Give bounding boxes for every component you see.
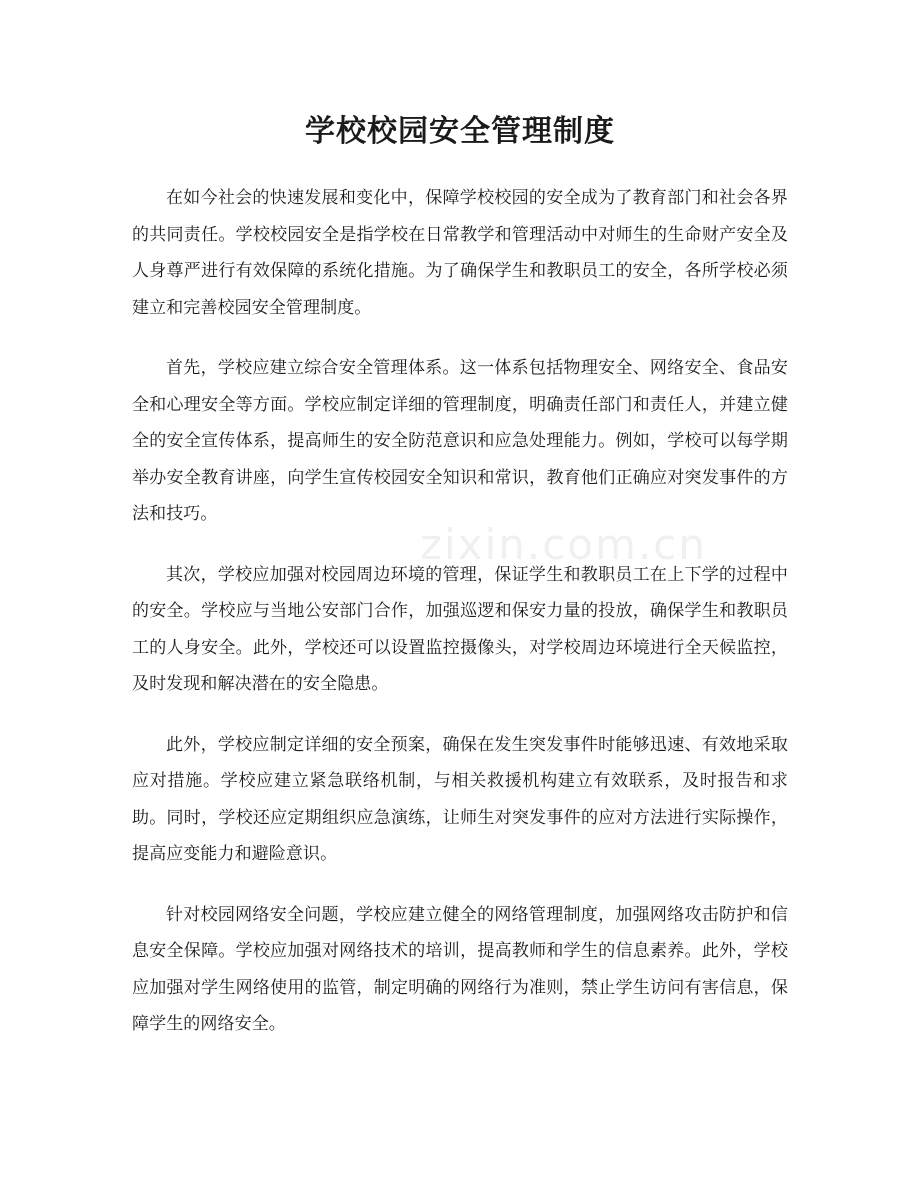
watermark: zixin.com.cn bbox=[420, 520, 707, 569]
paragraph-2: 首先，学校应建立综合安全管理体系。这一体系包括物理安全、网络安全、食品安全和心理安全等方面。学校应制定详细的管理制度，明确责任部门和责任人，并建立健全的安全宣传体系，提高师生的安全防范意识和应急处理能力。例如，学校可以每学期举办安全教育讲座，向学生宣传校园安全知识和常识，教育他们正确应对突发事件的方法和技巧。 bbox=[132, 358, 788, 524]
paragraph-4: 此外，学校应制定详细的安全预案，确保在发生突发事件时能够迅速、有效地采取应对措施。学校应建立紧急联络机制，与相关救援机构建立有效联系，及时报告和求助。同时，学校还应定期组织应急演练，让师生对突发事件的应对方法进行实际操作，提高应变能力和避险意识。 bbox=[132, 734, 788, 864]
document-body bbox=[132, 180, 788, 1067]
paragraph-5: 针对校园网络安全问题，学校应建立健全的网络管理制度，加强网络攻击防护和信息安全保障。学校应加强对网络技术的培训，提高教师和学生的信息素养。此外，学校应加强对学生网络使用的监管，制定明确的网络行为准则，禁止学生访问有害信息，保障学生的网络安全。 bbox=[132, 904, 788, 1034]
document-title: 学校校园安全管理制度 bbox=[305, 114, 615, 149]
paragraph-3: 其次，学校应加强对校园周边环境的管理，保证学生和教职员工在上下学的过程中的安全。学校应与当地公安部门合作，加强巡逻和保安力量的投放，确保学生和教职员工的人身安全。此外，学校还可以设置监控摄像头，对学校周边环境进行全天候监控，及时发现和解决潜在的安全隐患。 bbox=[132, 564, 788, 694]
paragraph-1: 在如今社会的快速发展和变化中，保障学校校园的安全成为了教育部门和社会各界的共同责任。学校校园安全是指学校在日常教学和管理活动中对师生的生命财产安全及人身尊严进行有效保障的系统化措施。为了确保学生和教职员工的安全，各所学校必须建立和完善校园安全管理制度。 bbox=[132, 188, 788, 318]
